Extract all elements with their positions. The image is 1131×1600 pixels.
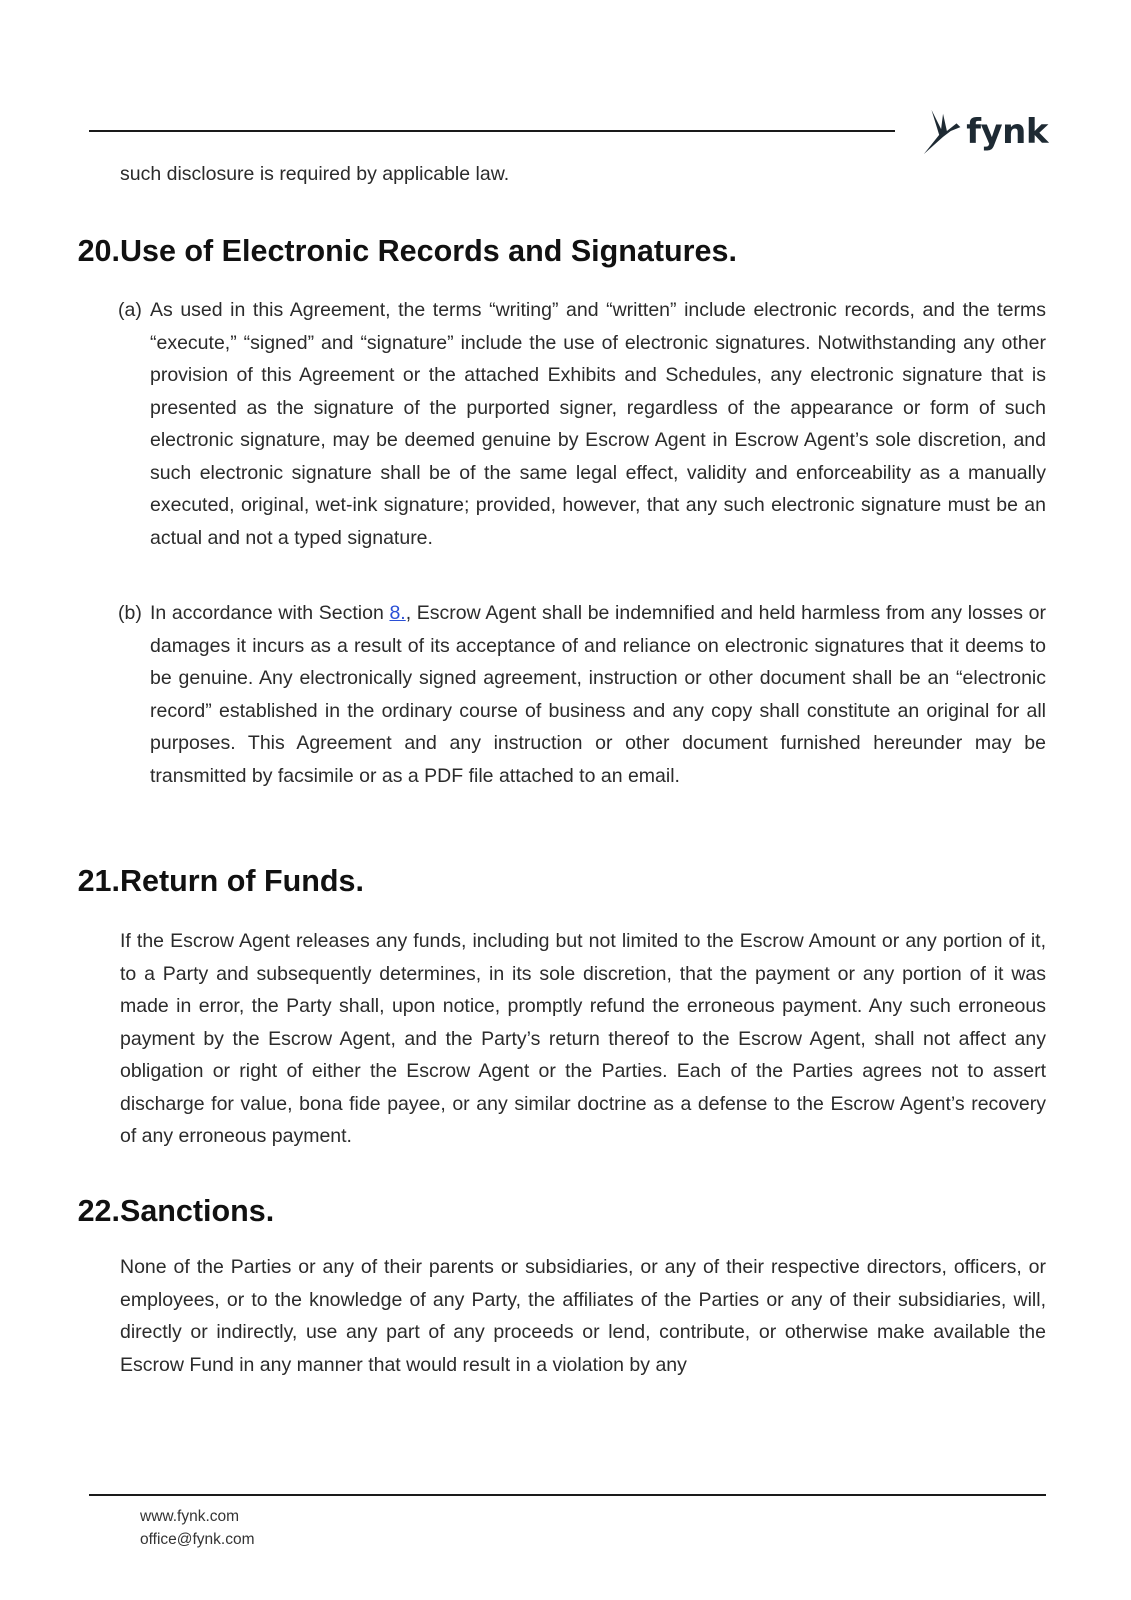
item-text-before: In accordance with Section [150, 602, 390, 624]
footer-email[interactable]: office@fynk.com [140, 1531, 255, 1548]
footer-website[interactable]: www.fynk.com [140, 1508, 240, 1525]
section-22-heading [60, 1192, 960, 1230]
item-text [150, 597, 1046, 792]
item-marker: (a) [118, 299, 142, 321]
section-title: Use of Electronic Records and Signatures. [120, 234, 737, 268]
section-number: 21. [77, 864, 120, 898]
section-number: 22. [77, 1194, 120, 1228]
section-21-body: If the Escrow Agent releases any funds, including but not limited to the Escrow Amount or any portion of it, to a Party and subsequently determines, in its sole discretion, that the payment or any portion of it was made in error, the Party shall, upon notice, promptly refund the erroneous payment. Any such erroneous payment by the Escrow Agent, and the Party’s return thereof to the Escrow Agent, shall not affect any obligation or right of either the Escrow Agent or the Parties. Each of the Parties agrees not to assert discharge for value, bona fide payee, or any similar doctrine as a defense to the Escrow Agent’s recovery of any erroneous payment. [120, 930, 1046, 1147]
brand-logo [918, 104, 1048, 160]
bird-logo-icon [918, 105, 964, 159]
item-marker: (b) [118, 602, 142, 624]
intro-line: such disclosure is required by applicable law. [120, 163, 510, 185]
section-22-body: None of the Parties or any of their parents or subsidiaries, or any of their respective directors, officers, or employees, or to the knowledge of any Party, the affiliates of the Parties or any of their subsidiaries, will, directly or indirectly, use any part of any proceeds or lend, contribute, or otherwise make available the Escrow Fund in any manner that would result in a violation by any [120, 1256, 1046, 1376]
item-text-after: , Escrow Agent shall be indemnified and held harmless from any losses or damages it incurs as a result of its acceptance of and reliance on electronic signatures that it deems to be genuine. Any electronically signed agreement, instruction or other document shall be an “electronic record” established in the ordinary course of business and any copy shall constitute an original for all purposes. This Agreement and any instruction or other document furnished hereunder may be transmitted by facsimile or as a PDF file attached to an email. [150, 602, 1046, 787]
brand-name: fynk [966, 112, 1048, 152]
section-20-item-b [118, 597, 1046, 792]
item-text: As used in this Agreement, the terms “writing” and “written” include electronic records, and the terms “execute,” “signed” and “signature” include the use of electronic signatures. Notwithstanding any other provision of this Agreement or the attached Exhibits and Schedules, any electronic signature that is presented as the signature of the purported signer, regardless of the appearance or form of such electronic signature, may be deemed genuine by Escrow Agent in Escrow Agent’s sole discretion, and such electronic signature shall be of the same legal effect, validity and enforceability as a manually executed, original, wet-ink signature; provided, however, that any such electronic signature must be an actual and not a typed signature. [150, 299, 1046, 549]
footer-rule [89, 1494, 1046, 1496]
section-number: 20. [77, 234, 120, 268]
section-8-link[interactable]: 8. [389, 602, 406, 624]
section-21-heading [60, 862, 960, 900]
section-title: Return of Funds. [120, 864, 364, 898]
section-20-item-a [118, 294, 1046, 554]
header-rule [89, 130, 895, 132]
section-title: Sanctions. [120, 1194, 275, 1228]
section-20-heading [60, 232, 960, 270]
